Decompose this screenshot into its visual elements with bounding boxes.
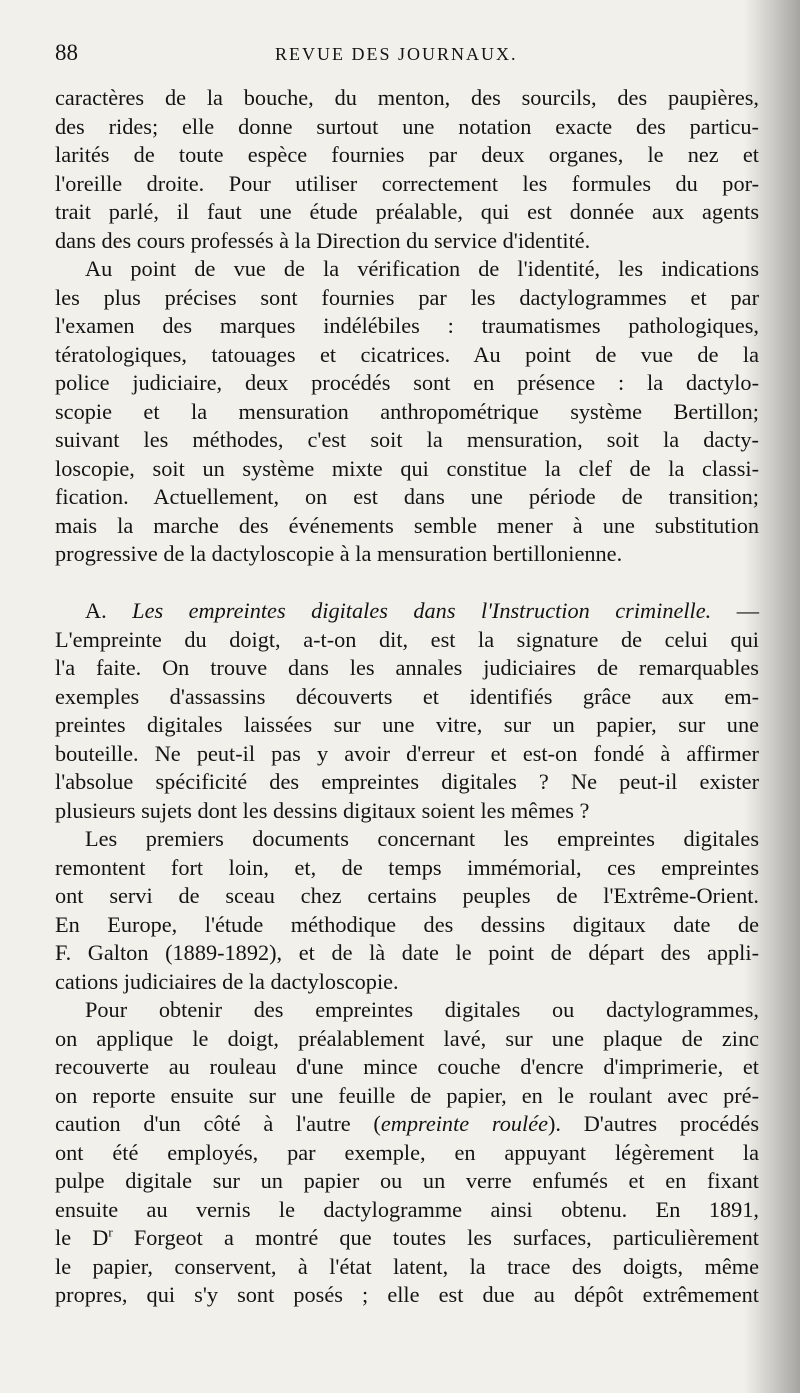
text-line: pulpe digitale sur un papier ou un verre enfumés et en fixant: [55, 1168, 759, 1193]
text-line: on reporte ensuite sur une feuille de papier, en le roulant avec pré-: [55, 1082, 759, 1108]
text-segment: ). D'autres procédés: [548, 1111, 759, 1136]
paragraph: [55, 825, 759, 996]
text-line: Pour obtenir des empreintes digitales ou dactylogrammes,: [85, 997, 759, 1022]
text-segment: le D: [55, 1225, 109, 1250]
text-line: l'oreille droite. Pour utiliser correctement les formules du por-: [55, 170, 759, 196]
text-line: le papier, conservent, à l'état latent, la trace des doigts, même: [55, 1253, 759, 1279]
text-line: l'absolue spécificité des empreintes digitales ? Ne peut-il exister: [55, 769, 759, 794]
text-line: Au point de vue de la vérification de l'identité, les indications: [85, 256, 759, 281]
text-line: progressive de la dactyloscopie à la mensuration bertillonienne.: [55, 541, 623, 566]
text-line: suivant les méthodes, c'est soit la mensuration, soit la dacty-: [55, 427, 759, 452]
running-head: REVUE DES JOURNAUX.: [275, 44, 518, 64]
text-line: on applique le doigt, préalablement lavé, sur une plaque de zinc: [55, 1025, 759, 1051]
paragraph: [55, 996, 759, 1310]
section-heading: [55, 597, 759, 626]
text-line: dans des cours professés à la Direction du service d'identité.: [55, 227, 591, 253]
text-line: recouverte au rouleau d'une mince couche d'encre d'imprimerie, et: [55, 1054, 759, 1079]
paragraph: [55, 626, 759, 826]
text-segment: caution d'un côté à l'autre (: [55, 1111, 381, 1136]
text-line: caractères de la bouche, du menton, des sourcils, des paupières,: [55, 85, 759, 110]
text-line: F. Galton (1889-1892), et de là date le point de départ des appli-: [55, 940, 759, 965]
text-line: exemples d'assassins découverts et identifiés grâce aux em-: [55, 683, 759, 709]
text-line: remontent fort loin, et, de temps immémorial, ces empreintes: [55, 854, 759, 880]
text-line: scopie et la mensuration anthropométrique système Bertillon;: [55, 398, 759, 424]
section-gap: [55, 569, 759, 598]
text-line: mais la marche des événements semble mener à une substitution: [55, 512, 759, 538]
text-line: bouteille. Ne peut-il pas y avoir d'erreur et est-on fondé à affirmer: [55, 740, 759, 766]
paragraph: [55, 84, 759, 255]
text-line: Les premiers documents concernant les empreintes digitales: [85, 826, 759, 851]
page-header: [55, 40, 755, 76]
section-title: Les empreintes digitales dans l'Instruction criminelle.: [132, 598, 712, 623]
text-segment: Forgeot a montré que toutes les surfaces, particulièrement: [112, 1225, 759, 1250]
page-number: 88: [55, 40, 78, 65]
text-line: propres, qui s'y sont posés ; elle est due au dépôt extrêmement: [55, 1282, 759, 1307]
text-line: police judiciaire, deux procédés sont en présence : la dactylo-: [55, 370, 759, 395]
text-line: l'a faite. On trouve dans les annales judiciaires de remarquables: [55, 655, 759, 680]
text-line: larités de toute espèce fournies par deux organes, le nez et: [55, 142, 759, 167]
text-line: des rides; elle donne surtout une notation exacte des particu-: [55, 113, 759, 139]
superscript: r: [108, 1224, 113, 1240]
body-text: [55, 84, 759, 1310]
text-line: tératologiques, tatouages et cicatrices. Au point de vue de la: [55, 341, 759, 367]
text-line: l'examen des marques indélébiles : traumatismes pathologiques,: [55, 313, 759, 338]
italic-term: empreinte roulée: [380, 1111, 548, 1136]
text-line: les plus précises sont fournies par les dactylogrammes et par: [55, 284, 759, 310]
text-line: ensuite au vernis le dactylogramme ainsi obtenu. En 1891,: [55, 1196, 759, 1222]
paragraph: [55, 255, 759, 569]
text-line: [55, 1224, 759, 1253]
text-line: ont servi de sceau chez certains peuples de l'Extrême-Orient.: [55, 883, 759, 908]
text-line: L'empreinte du doigt, a-t-on dit, est la signature de celui qui: [55, 626, 759, 652]
text-line: ont été employés, par exemple, en appuyant légèrement la: [55, 1139, 759, 1165]
section-label: A.: [85, 598, 107, 623]
text-line: [55, 1110, 759, 1139]
section-dash: —: [736, 598, 760, 623]
text-line: fication. Actuellement, on est dans une période de transition;: [55, 484, 759, 509]
text-line: En Europe, l'étude méthodique des dessins digitaux date de: [55, 911, 759, 937]
text-line: preintes digitales laissées sur une vitre, sur un papier, sur une: [55, 712, 759, 737]
text-line: cations judiciaires de la dactyloscopie.: [55, 968, 399, 994]
text-line: loscopie, soit un système mixte qui constitue la clef de la classi-: [55, 455, 759, 481]
text-line: trait parlé, il faut une étude préalable, qui est donnée aux agents: [55, 199, 759, 224]
text-line: plusieurs sujets dont les dessins digitaux soient les mêmes ?: [55, 797, 590, 823]
